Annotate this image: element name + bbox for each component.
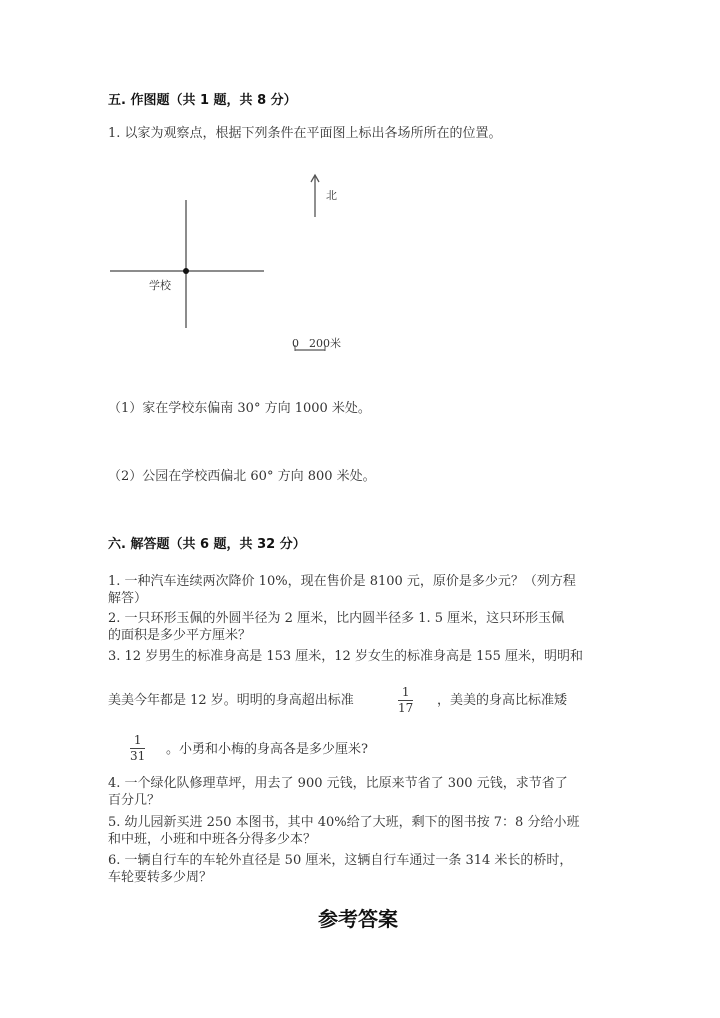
q6-line2: 车轮要转多少周？ bbox=[108, 870, 213, 885]
section5-q1: 1. 以家为观察点，根据下列条件在平面图上标出各场所所在的位置。 bbox=[108, 126, 502, 141]
q1-line2: 解答） bbox=[108, 591, 148, 606]
sub-question-2: （2）公园在学校西偏北 60° 方向 800 米处。 bbox=[108, 469, 376, 484]
q3-line3: 。小勇和小梅的身高各是多少厘米? bbox=[166, 742, 368, 757]
fraction-1-17 bbox=[398, 685, 413, 716]
q4-line1: 4. 一个绿化队修理草坪，用去了 900 元钱，比原来节省了 300 元钱，求节省了 bbox=[108, 776, 568, 791]
sub-question-1: （1）家在学校东偏南 30° 方向 1000 米处。 bbox=[108, 401, 371, 416]
denominator: 17 bbox=[398, 701, 414, 715]
q3-line2: 美美今年都是 12 岁。明明的身高超出标准 bbox=[108, 693, 354, 708]
section5-heading: 五. 作图题（共 1 题，共 8 分） bbox=[108, 93, 297, 108]
numerator: 1 bbox=[398, 685, 413, 701]
numerator: 1 bbox=[130, 733, 145, 749]
q5-line2: 和中班，小班和中班各分得多少本？ bbox=[108, 832, 317, 847]
fraction-1-31 bbox=[130, 733, 145, 764]
scale-label: 200米 bbox=[309, 337, 341, 350]
q6-line1: 6. 一辆自行车的车轮外直径是 50 厘米，这辆自行车通过一条 314 米长的桥时， bbox=[108, 853, 573, 868]
q2-line2: 的面积是多少平方厘米？ bbox=[108, 628, 252, 643]
q4-line2: 百分几？ bbox=[108, 793, 161, 808]
answers-heading: 参考答案 bbox=[318, 907, 398, 931]
school-point bbox=[183, 268, 189, 274]
scale-zero: 0 bbox=[292, 337, 299, 350]
denominator: 31 bbox=[130, 749, 146, 763]
q3-line2b: ，美美的身高比标准矮 bbox=[437, 693, 568, 708]
q2-line1: 2. 一只环形玉佩的外圆半径为 2 厘米，比内圆半径多 1. 5 厘米，这只环形玉佩 bbox=[108, 611, 565, 626]
section6-heading: 六. 解答题（共 6 题，共 32 分） bbox=[108, 537, 306, 552]
q1-line1: 1. 一种汽车连续两次降价 10%，现在售价是 8100 元，原价是多少元？（列方程 bbox=[108, 574, 576, 589]
north-label: 北 bbox=[326, 189, 337, 202]
school-label: 学校 bbox=[149, 279, 171, 292]
q5-line1: 5. 幼儿园新买进 250 本图书，其中 40%给了大班，剩下的图书按 7：8 分给小班 bbox=[108, 815, 580, 830]
map-diagram bbox=[100, 165, 360, 360]
q3-line1: 3. 12 岁男生的标准身高是 153 厘米，12 岁女生的标准身高是 155 厘米，明明和 bbox=[108, 649, 584, 664]
